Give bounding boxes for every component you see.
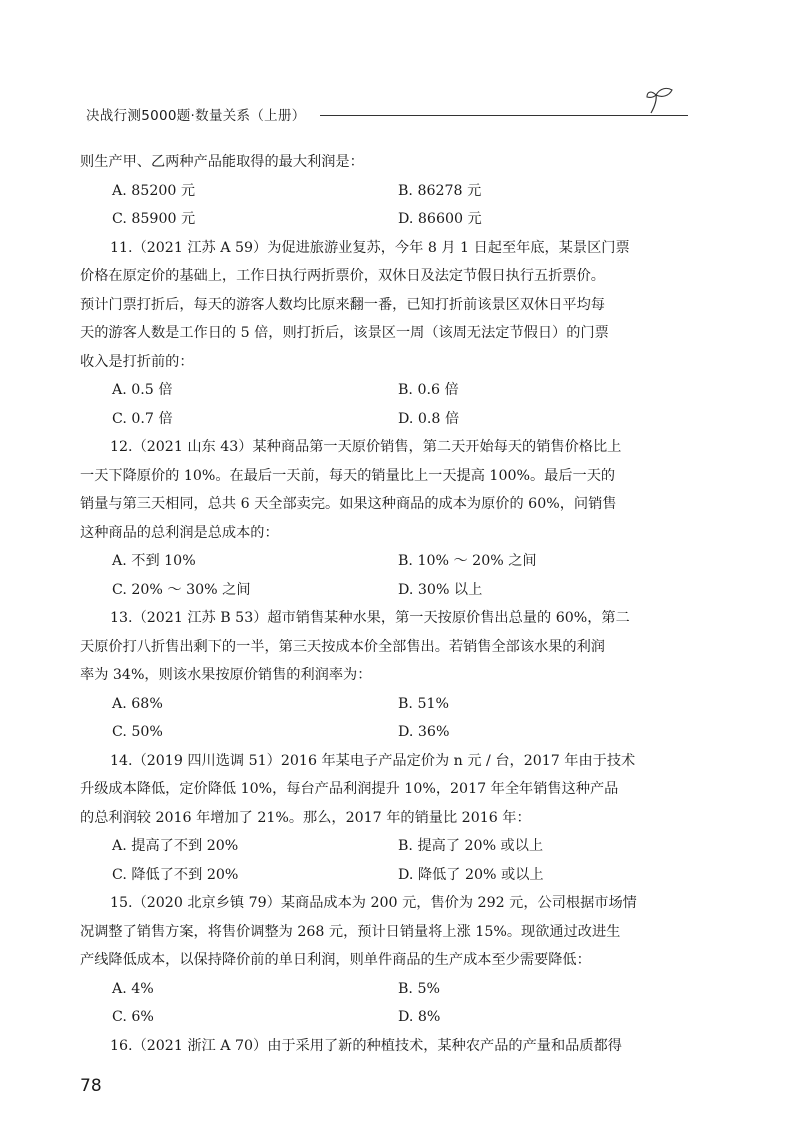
option-a: A. 68% <box>112 695 163 712</box>
option-d: D. 36% <box>398 724 450 740</box>
question-12-line: 12.（2021 山东 43）某种商品第一天原价销售，第二天开始每天的销售价格比上 <box>110 439 622 455</box>
question-13-line: 13.（2021 江苏 B 53）超市销售某种水果，第一天按原价售出总量的 60%，第二 <box>110 610 630 626</box>
question-11-line: 收入是打折前的： <box>80 353 194 370</box>
option-row <box>80 376 676 405</box>
option-b: B. 86278 元 <box>398 182 482 199</box>
option-c: C. 0.7 倍 <box>112 410 173 427</box>
question-15-line: 产线降低成本，以保持降价前的单日利润，则单件商品的生产成本至少需要降低： <box>80 952 591 968</box>
option-c: C. 6% <box>112 1009 154 1025</box>
option-c: C. 50% <box>112 724 163 740</box>
option-d: D. 30% 以上 <box>398 581 483 598</box>
question-15-line: 况调整了销售方案，将售价调整为 268 元，预计日销量将上涨 15%。现欲通过改进生 <box>80 923 621 940</box>
option-b: B. 5% <box>398 980 440 997</box>
option-c: C. 降低了不到 20% <box>112 866 239 883</box>
option-a: A. 4% <box>112 980 154 997</box>
option-row <box>80 576 676 605</box>
option-row <box>80 975 676 1004</box>
option-d: D. 0.8 倍 <box>398 410 460 427</box>
question-13-line: 率为 34%，则该水果按原价销售的利润率为： <box>80 667 372 683</box>
option-c: C. 20% ～ 30% 之间 <box>112 581 251 598</box>
book-title: 决战行测5000题·数量关系（上册） <box>86 108 306 124</box>
intro-line: 则生产甲、乙两种产品能取得的最大利润是： <box>80 154 364 170</box>
question-16-line: 16.（2021 浙江 A 70）由于采用了新的种植技术，某种农产品的产量和品质都得 <box>110 1037 622 1054</box>
question-12-line: 销量与第三天相同，总共 6 天全部卖完。如果这种商品的成本为原价的 60%，问销售 <box>80 496 617 512</box>
sprout-icon <box>645 86 675 116</box>
question-11-line: 天的游客人数是工作日的 5 倍，则打折后，该景区一周（该周无法定节假日）的门票 <box>80 325 609 341</box>
question-11-line: 11.（2021 江苏 A 59）为促进旅游业复苏，今年 8 月 1 日起至年底，某景区门票 <box>110 239 630 256</box>
option-b: B. 51% <box>398 695 449 712</box>
option-a: A. 85200 元 <box>112 182 196 199</box>
option-d: D. 86600 元 <box>398 211 482 227</box>
option-row <box>80 177 676 206</box>
option-b: B. 提高了 20% 或以上 <box>398 838 544 854</box>
question-14-line: 14.（2019 四川选调 51）2016 年某电子产品定价为 n 元 / 台，2017 年由于技术 <box>110 752 636 769</box>
header-rule <box>320 115 688 116</box>
option-a: A. 提高了不到 20% <box>112 838 239 854</box>
question-11-line: 价格在原定价的基础上，工作日执行两折票价，双休日及法定节假日执行五折票价。 <box>80 268 605 284</box>
option-row <box>80 205 676 234</box>
option-row <box>80 832 676 861</box>
question-11-line: 预计门票打折后，每天的游客人数均比原来翻一番，已知打折前该景区双休日平均每 <box>80 296 605 313</box>
option-row <box>80 547 676 576</box>
option-row <box>80 1003 676 1032</box>
question-14-line: 的总利润较 2016 年增加了 21%。那么，2017 年的销量比 2016 年： <box>80 809 531 826</box>
option-d: D. 降低了 20% 或以上 <box>398 866 544 883</box>
option-b: B. 10% ～ 20% 之间 <box>398 553 537 569</box>
option-row <box>80 718 676 747</box>
question-13-line: 天原价打八折售出剩下的一半，第三天按成本价全部售出。若销售全部该水果的利润 <box>80 638 605 655</box>
question-15-line: 15.（2020 北京乡镇 79）某商品成本为 200 元，售价为 292 元，公司根据市场情 <box>110 895 637 911</box>
running-header <box>86 104 686 126</box>
option-a: A. 0.5 倍 <box>112 382 173 398</box>
option-row <box>80 690 676 719</box>
question-12-line: 这种商品的总利润是总成本的： <box>80 524 279 541</box>
option-row <box>80 405 676 434</box>
page-body <box>80 148 676 1060</box>
option-row <box>80 861 676 890</box>
page-number: 78 <box>80 1076 102 1096</box>
option-a: A. 不到 10% <box>112 553 196 569</box>
option-c: C. 85900 元 <box>112 211 196 227</box>
option-b: B. 0.6 倍 <box>398 382 459 398</box>
question-14-line: 升级成本降低，定价降低 10%，每台产品利润提升 10%，2017 年全年销售这种产品 <box>80 781 619 797</box>
question-12-line: 一天下降原价的 10%。在最后一天前，每天的销量比上一天提高 100%。最后一天的 <box>80 467 616 484</box>
option-d: D. 8% <box>398 1009 441 1025</box>
